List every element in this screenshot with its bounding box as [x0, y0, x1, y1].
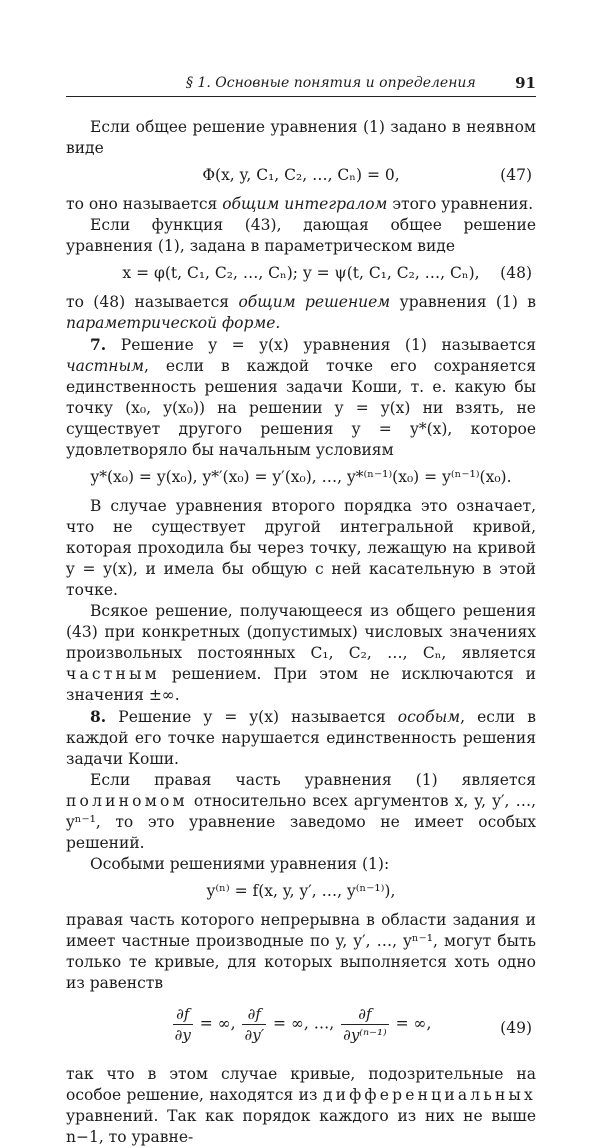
initial-conditions-formula: y*(x₀) = y(x₀), y*′(x₀) = y′(x₀), …, y*⁽ⁿ⁻¹⁾(x₀) = y⁽ⁿ⁻¹⁾(x₀).	[90, 468, 512, 486]
text-span: Решение y = y(x) уравнения (1) называется	[106, 336, 536, 354]
text-span: то оно называется	[66, 195, 223, 213]
item-number-7: 7.	[90, 335, 107, 354]
numerator: ∂f	[173, 1004, 193, 1025]
paragraph-any-solution	[66, 601, 536, 706]
equals-infinity: = ∞, …,	[268, 1014, 340, 1033]
text-span: Всякое решение, получающееся из общего решения (43) при конкретных (допустимых) числовых значениях произвольных постоянных C₁, C₂, …, Cₙ, является	[66, 602, 536, 662]
paragraph-second-order: В случае уравнения второго порядка это означает, что не существует другой интегральной кривой, которая проходила бы через точку, лежащую на кривой y = y(x), и имела бы общую с ней касательную в этой точке.	[66, 497, 536, 599]
text-span: , если в каждой точке его сохраняется единственность решения задачи Коши, т. е. какую бы точку (x₀, y(x₀)) на решении y = y(x) ни взять, не существует другого решения y = y*(x), которое удовлетворяло бы начальным условиям	[66, 357, 536, 459]
term-differential-spaced: дифференциальных	[322, 1086, 536, 1104]
section-title: § 1. Основные понятия и определения	[186, 75, 476, 91]
page-number: 91	[515, 74, 536, 92]
fraction-df-dy-prime	[242, 1004, 266, 1045]
equals-infinity: = ∞,	[390, 1014, 432, 1033]
denominator: ∂y⁽ⁿ⁻¹⁾	[343, 1026, 387, 1044]
fraction-df-dy	[173, 1004, 193, 1045]
ode-formula: y⁽ⁿ⁾ = f(x, y, y′, …, y⁽ⁿ⁻¹⁾),	[206, 882, 396, 900]
paragraph-general-integral	[66, 194, 536, 215]
book-page	[66, 70, 536, 1148]
equation-initial-conditions	[66, 467, 536, 488]
term-polynomial-spaced: полиномом	[66, 792, 188, 810]
paragraph-particular-solution	[66, 334, 536, 461]
text-span: Решение y = y(x) называется	[106, 708, 398, 726]
fraction-df-dy-n1	[341, 1004, 389, 1045]
equation-48	[66, 263, 536, 284]
numerator: ∂f	[341, 1004, 389, 1025]
text-span: этого уравнения.	[387, 195, 534, 213]
text-span: то (48) называется	[66, 293, 239, 311]
equation-48-formula: x = φ(t, C₁, C₂, …, Cₙ); y = ψ(t, C₁, C₂, …, Cₙ),	[122, 264, 480, 282]
paragraph-parametric: Если функция (43), дающая общее решение уравнения (1), задана в параметрическом виде	[66, 216, 536, 255]
term-general-solution: общим решением	[238, 293, 391, 311]
equals-infinity: = ∞,	[194, 1014, 241, 1033]
denominator: ∂y	[174, 1026, 191, 1044]
text-span: уравнения (1) в	[390, 293, 536, 311]
paragraph-implicit: Если общее решение уравнения (1) задано в неявном виде	[66, 118, 536, 157]
equation-48-number: (48)	[500, 264, 532, 282]
equation-49-number: (49)	[500, 1019, 532, 1037]
text-span: уравнений. Так как порядок каждого из них не выше n−1, то уравне-	[66, 1107, 536, 1146]
text-span: , если в каждой его точке нарушается единственность решения задачи Коши.	[66, 708, 536, 768]
item-number-8: 8.	[90, 707, 107, 726]
paragraph-polynomial	[66, 770, 536, 854]
text-span: относительно всех аргументов x, y, y′, …, yⁿ⁻¹, то это уравнение заведомо не имеет особых решений.	[66, 792, 536, 852]
equation-47-number: (47)	[500, 166, 532, 184]
text-span: так что в этом случае кривые, подозрительные на особое решение, находятся из	[66, 1065, 536, 1104]
term-particular-spaced: частным	[66, 665, 160, 683]
denominator: ∂y′	[244, 1026, 265, 1044]
term-particular: частным	[66, 357, 144, 375]
term-parametric-form: параметрической форме.	[66, 314, 281, 332]
text-span: решением. При этом не исключаются и значения ±∞.	[66, 665, 536, 704]
paragraph-partial-derivatives: правая часть которого непрерывна в области задания и имеет частные производные по y, y′, …, yⁿ⁻¹, могут быть только те кривые, для которых выполняется хоть одно из равенств	[66, 911, 536, 992]
paragraph-differential	[66, 1064, 536, 1148]
paragraph-singular-of-equation: Особыми решениями уравнения (1):	[90, 855, 390, 873]
numerator: ∂f	[242, 1004, 266, 1025]
equation-49	[66, 1004, 536, 1052]
text-span: Если правая часть уравнения (1) является	[90, 771, 536, 789]
equation-ode	[66, 881, 536, 902]
term-general-integral: общим интегралом	[222, 195, 388, 213]
term-singular: особым	[397, 708, 461, 726]
equation-47-formula: Φ(x, y, C₁, C₂, …, Cₙ) = 0,	[202, 166, 400, 184]
running-header	[66, 70, 536, 97]
paragraph-parametric-form	[66, 292, 536, 334]
equation-47	[66, 165, 536, 186]
paragraph-singular-solution	[66, 706, 536, 770]
